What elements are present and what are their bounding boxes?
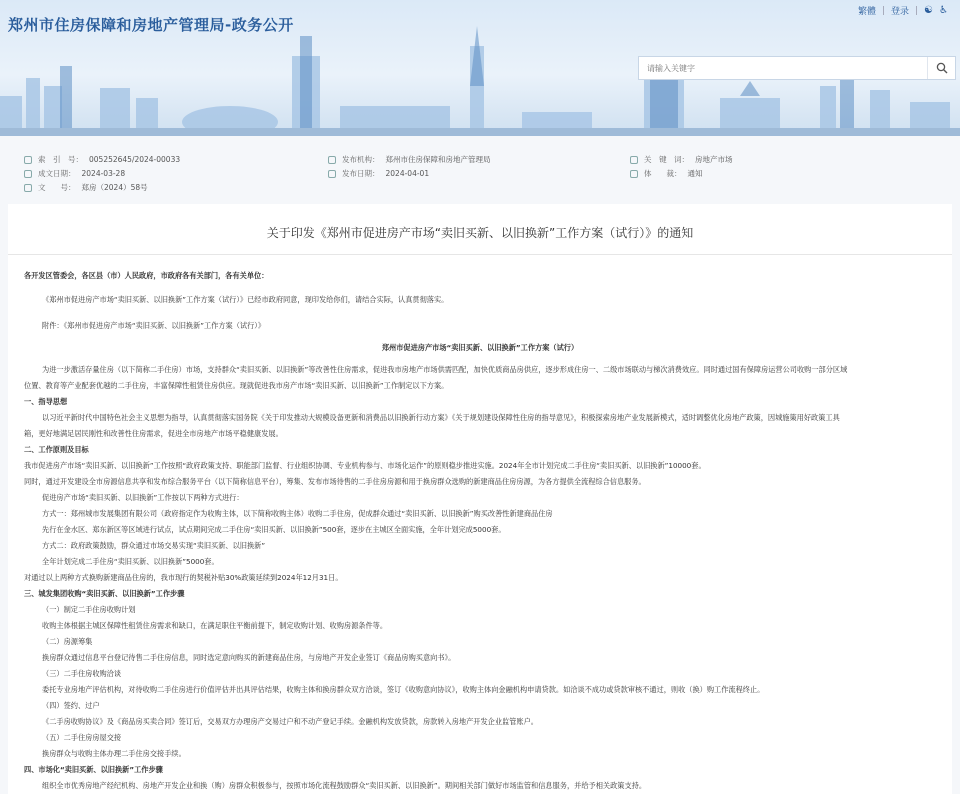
title-divider (8, 254, 952, 255)
category-icon (630, 170, 638, 178)
divider: | (881, 5, 885, 16)
traditional-chinese-link[interactable]: 繁體 (857, 7, 876, 17)
paragraph: 先行在金水区、郑东新区等区域进行试点，试点期间完成二手住房“卖旧买新、以旧换新”500套，逐步在主城区全面实施，全年计划完成5000套。 (42, 525, 506, 534)
section-heading: 四、市场化“卖旧买新、以旧换新”工作步骤 (24, 765, 163, 774)
login-link[interactable]: 登录 (891, 7, 910, 17)
paragraph: 同时，通过开发建设全市房源信息共享和发布综合服务平台（以下简称信息平台），筹集、发布市场待售的二手住房房源和用于换房群众选购的新建商品住房房源，为各方提供全流程综合信息服务。 (24, 477, 646, 486)
step-heading: （五）二手住房房屋交接 (42, 733, 122, 742)
clock-icon (328, 170, 336, 178)
site-banner (0, 0, 960, 136)
search-input[interactable] (639, 57, 927, 79)
step-heading: （二）房源筹集 (42, 637, 93, 646)
calendar-icon (24, 170, 32, 178)
tag-icon (24, 156, 32, 164)
paragraph: 我市促进房产市场“卖旧买新、以旧换新”工作按照“政府政策支持、职能部门监督、行业组织协调、专业机构参与、市场化运作”的原则稳步推进实施。2024年全市计划完成二手住房“卖旧买新、以旧换新”10000套。 (24, 461, 706, 470)
paragraph: 《二手房收购协议》及《商品房买卖合同》签订后，交易双方办理房产交易过户和不动产登记手续。金融机构发放贷款，房款转入房地产开发企业监管账户。 (42, 717, 538, 726)
paragraph: 方式一：郑州城市发展集团有限公司（政府指定作为收购主体，以下简称收购主体）收购二手住房，促成群众通过“卖旧买新、以旧换新”购买改善性新建商品住房 (42, 509, 553, 518)
step-heading: （一）制定二手住房收购计划 (42, 605, 136, 614)
search-bar (638, 56, 956, 80)
city-skyline-illustration (0, 26, 960, 136)
paragraph: 《郑州市促进房产市场“卖旧买新、以旧换新”工作方案（试行）》已经市政府同意，现印发给你们，请结合实际，认真贯彻落实。 (42, 295, 449, 304)
paragraph: 位置、教育等产业配套优越的二手住房，丰富保障性租赁住房供应。现就促进我市房产市场“卖旧买新、以旧换新”工作制定以下方案。 (24, 381, 449, 390)
step-heading: （三）二手住房收购洽谈 (42, 669, 122, 678)
search-icon (936, 62, 948, 74)
attachment-line: 附件：《郑州市促进房产市场“卖旧买新、以旧换新”工作方案（试行）》 (42, 321, 266, 330)
meta-index: 索 引 号： 005252645/2024-00033 (24, 154, 180, 165)
document-body (8, 204, 952, 794)
paragraph: 换房群众通过信息平台登记待售二手住房信息，同时选定意向购买的新建商品住房，与房地产开发企业签订《商品房购买意向书》。 (42, 653, 456, 662)
salutation: 各开发区管委会，各区县（市）人民政府，市政府各有关部门，各有关单位： (24, 271, 269, 280)
paragraph: 换房群众与收购主体办理二手住房交接手续。 (42, 749, 186, 758)
paragraph: 箱，更好地满足居民刚性和改善性住房需求，促进全市房地产市场平稳健康发展。 (24, 429, 283, 438)
meta-published: 发布日期： 2024-04-01 (328, 168, 429, 179)
paragraph: 促进房产市场“卖旧买新、以旧换新”工作按以下两种方式进行： (42, 493, 244, 502)
search-button[interactable] (927, 57, 955, 79)
section-heading: 二、工作原则及目标 (24, 445, 89, 454)
document-title: 关于印发《郑州市促进房产市场“卖旧买新、以旧换新”工作方案（试行）》的通知 (266, 226, 694, 240)
meta-created: 成文日期： 2024-03-28 (24, 168, 125, 179)
paragraph: 为进一步激活存量住房（以下简称二手住房）市场，支持群众“卖旧买新、以旧换新”等改善性住房需求，促进我市房地产市场供需匹配，加快优质商品房供应，逐步形成住房一、二级市场联动与梯次消费效应。同时通过国有保障房运营公司收购一部分区域 (42, 365, 848, 374)
paragraph: 委托专业房地产评估机构，对待收购二手住房进行价值评估并出具评估结果，收购主体和换房群众双方洽谈，签订《收购意向协议》，收购主体向金融机构申请贷款。如洽谈不成功或贷款审核不通过，则收（换）购工作流程终止。 (42, 685, 765, 694)
paragraph: 全年计划完成二手住房“卖旧买新、以旧换新”5000套。 (42, 557, 219, 566)
top-links (858, 4, 948, 17)
accessibility-icon[interactable]: ♿ (939, 5, 948, 16)
paragraph: 收购主体根据主城区保障性租赁住房需求和缺口，在满足职住平衡前提下，制定收购计划、收购房源条件等。 (42, 621, 388, 630)
paragraph: 方式二：政府政策鼓励，群众通过市场交易实现“卖旧买新、以旧换新” (42, 541, 266, 550)
meta-keywords: 关 键 词： 房地产市场 (630, 154, 733, 165)
section-heading: 一、指导思想 (24, 397, 68, 406)
paragraph: 以习近平新时代中国特色社会主义思想为指导，认真贯彻落实国务院《关于印发推动大规模设备更新和消费品以旧换新行动方案》《关于规划建设保障性住房的指导意见》，积极探索房地产业发展新模式，适时调整优化房地产政策，因城施策用好政策工具 (42, 413, 840, 422)
meta-publisher: 发布机构： 郑州市住房保障和房地产管理局 (328, 154, 491, 165)
building-icon (328, 156, 336, 164)
divider: | (915, 5, 919, 16)
sub-title: 郑州市促进房产市场“卖旧买新、以旧换新”工作方案（试行） (381, 343, 579, 352)
elderly-mode-icon[interactable]: ☯ (924, 5, 934, 16)
step-heading: （四）签约、过户 (42, 701, 100, 710)
section-heading: 三、城发集团收购“卖旧买新、以旧换新”工作步骤 (24, 589, 185, 598)
site-title: 郑州市住房保障和房地产管理局-政务公开 (8, 16, 294, 34)
document-icon (24, 184, 32, 192)
meta-docno: 文 号： 郑房（2024）58号 (24, 182, 148, 193)
keyword-icon (630, 156, 638, 164)
paragraph: 组织全市优秀房地产经纪机构、房地产开发企业和换（购）房群众积极参与，按照市场化流程鼓励群众“卖旧买新、以旧换新”。期间相关部门做好市场监管和信息服务，并给予相关政策支持。 (42, 781, 647, 790)
paragraph: 对通过以上两种方式换购新建商品住房的，我市现行的契税补贴30%政策延续到2024年12月31日。 (24, 573, 343, 582)
document-metadata (20, 148, 940, 200)
meta-category: 体 裁： 通知 (630, 168, 703, 179)
